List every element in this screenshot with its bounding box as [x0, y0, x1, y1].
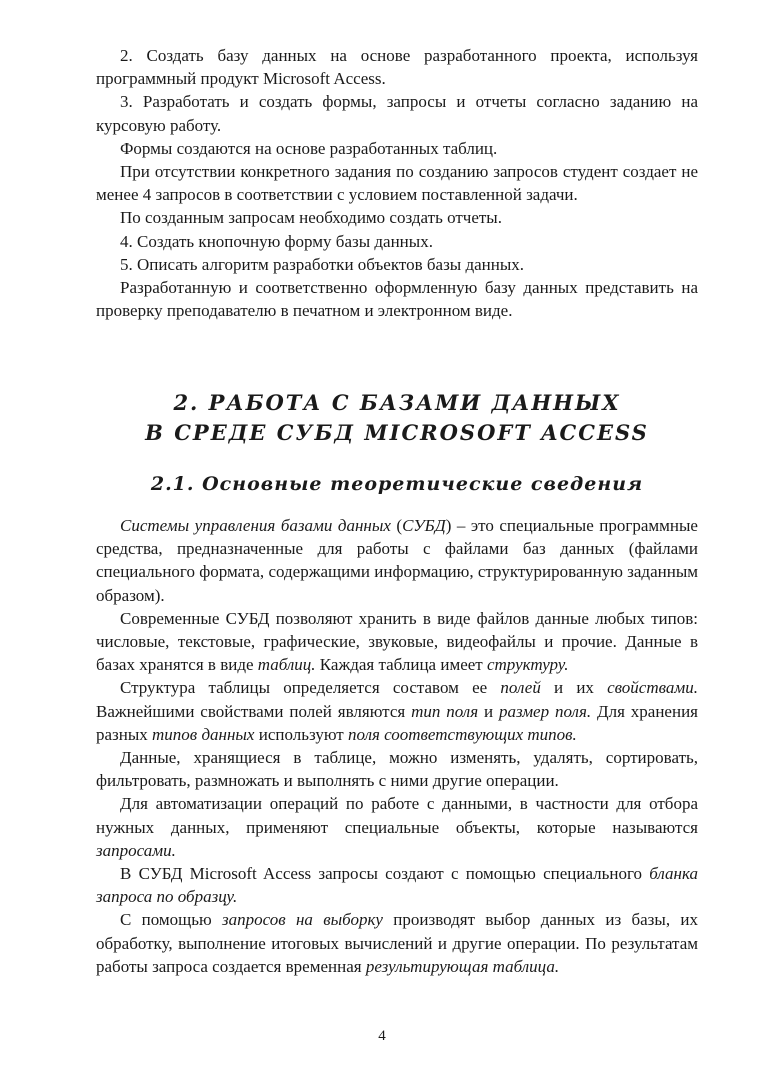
paragraph: С помощью запросов на выборку производят выбор данных из базы, их обработку, выполнение итоговых вычислений и другие операции. По результатам работы запроса создается временная результирующая таблица.: [96, 910, 698, 976]
chapter-title-line: В СРЕДЕ СУБД MICROSOFT ACCESS: [145, 420, 649, 445]
chapter-title-line: 2. РАБОТА С БАЗАМИ ДАННЫХ: [173, 390, 621, 415]
paragraph: 3. Разработать и создать формы, запросы и отчеты согласно заданию на курсовую работу.: [96, 92, 698, 135]
paragraph: Разработанную и соответственно оформленную базу данных представить на проверку преподавателю в печатном и электронном виде.: [96, 278, 698, 321]
paragraph: Системы управления базами данных (СУБД) – это специальные программные средства, предназначенные для работы с файлами баз данных (файлами специального формата, содержащими информацию, структурированную заданным образом).: [96, 516, 698, 605]
paragraph: Данные, хранящиеся в таблице, можно изменять, удалять, сортировать, фильтровать, размножать и выполнять с ними другие операции.: [96, 748, 698, 791]
section-title: 2.1. Основные теоретические сведения: [150, 473, 644, 495]
paragraph: Формы создаются на основе разработанных таблиц.: [120, 138, 498, 158]
page-number: 4: [378, 1028, 386, 1044]
paragraph: 5. Описать алгоритм разработки объектов базы данных.: [120, 254, 525, 274]
paragraph: 2. Создать базу данных на основе разработанного проекта, используя программный продукт Microsoft Access.: [96, 46, 698, 89]
paragraph: 4. Создать кнопочную форму базы данных.: [120, 231, 433, 251]
paragraph: При отсутствии конкретного задания по созданию запросов студент создает не менее 4 запросов в соответствии с условием поставленной задачи.: [96, 162, 698, 205]
paragraph: Структура таблицы определяется составом ее полей и их свойствами. Важнейшими свойствами полей являются тип поля и размер поля. Для хранения разных типов данных используют поля соответствующих типов.: [96, 678, 698, 744]
task-list: [96, 44, 698, 322]
paragraph: Для автоматизации операций по работе с данными, в частности для отбора нужных данных, применяют специальные объекты, которые называются запросами.: [96, 794, 698, 860]
paragraph: По созданным запросам необходимо создать отчеты.: [120, 208, 502, 228]
paragraph: В СУБД Microsoft Access запросы создают с помощью специального бланка запроса по образцу.: [96, 864, 698, 907]
section-body: [96, 514, 698, 978]
paragraph: Современные СУБД позволяют хранить в виде файлов данные любых типов: числовые, текстовые, графические, звуковые, видеофайлы и прочие. Данные в базах хранятся в виде таблиц. Каждая таблица имеет структуру.: [96, 608, 698, 675]
chapter-title: [96, 388, 698, 448]
